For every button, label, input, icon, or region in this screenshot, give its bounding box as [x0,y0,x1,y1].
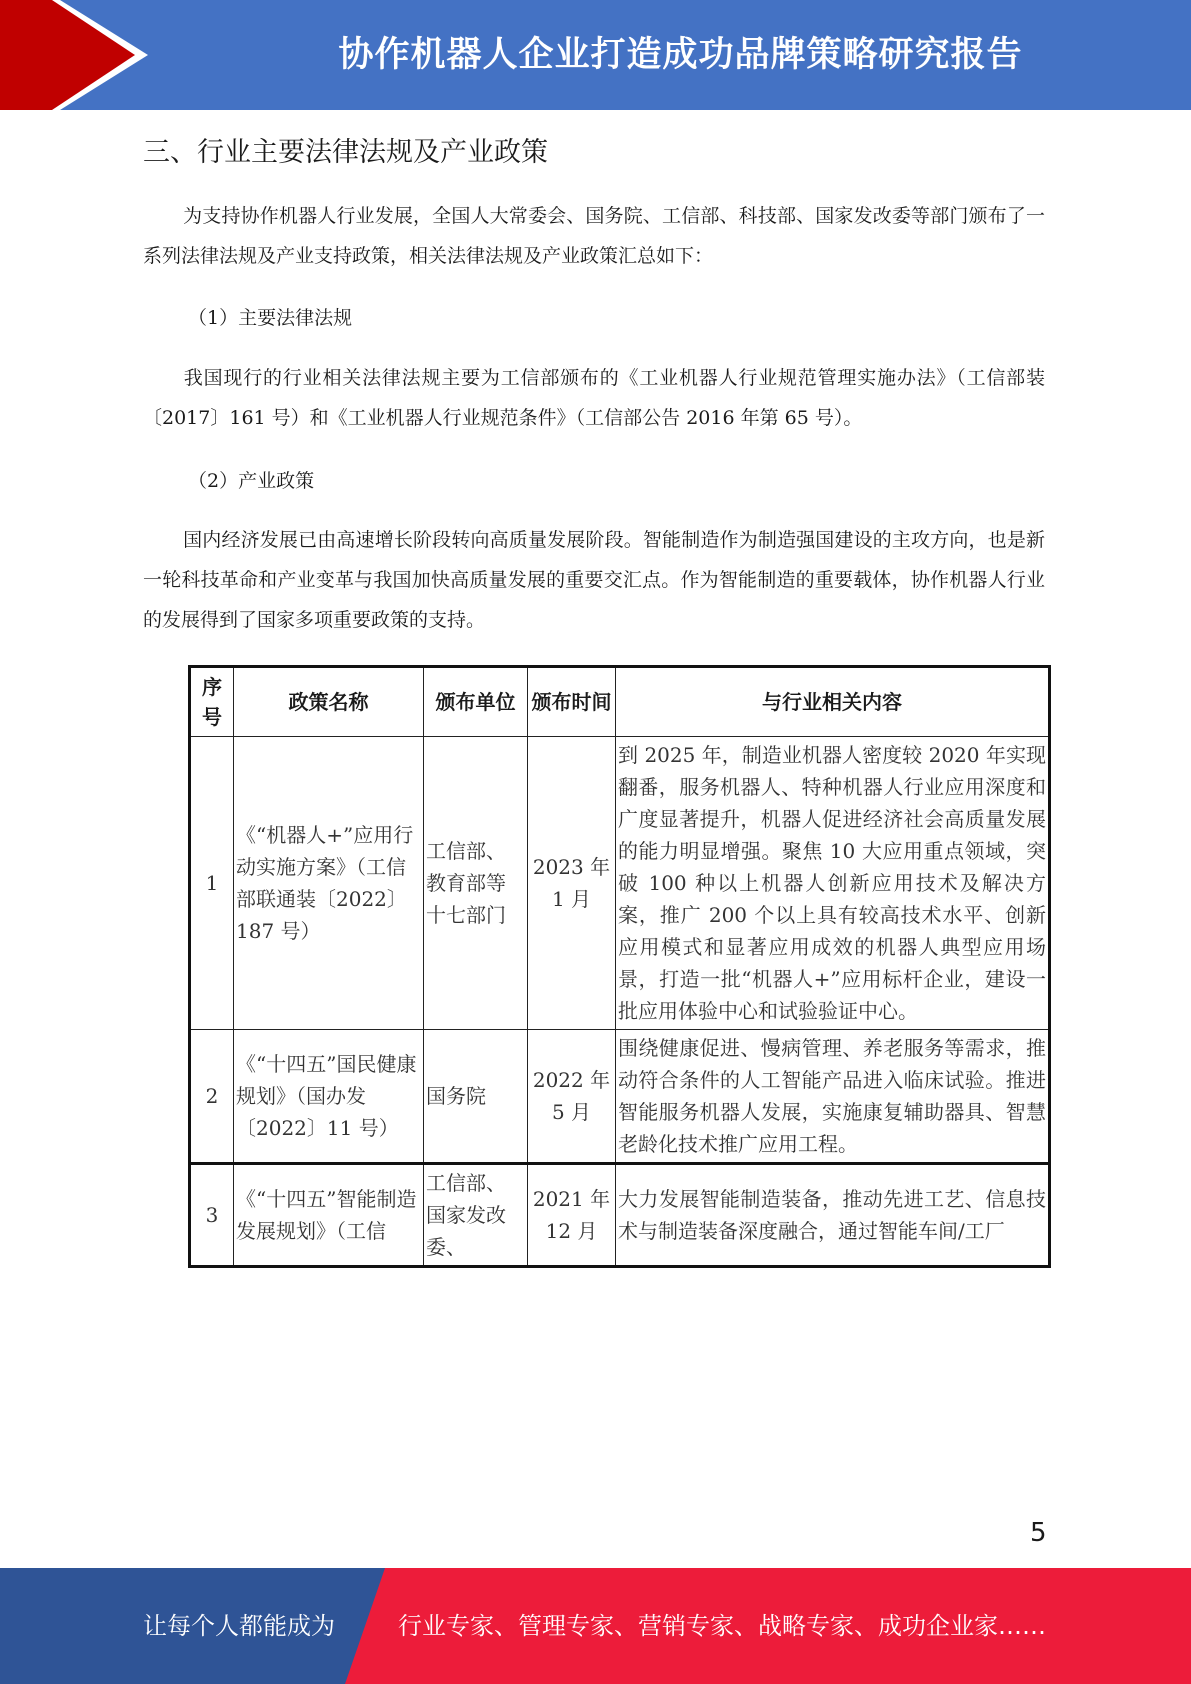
page-footer [0,1568,1191,1684]
row-date: 2023 年 1 月 [528,737,616,1030]
row-name: 《“十四五”国民健康规划》（国办发〔2022〕11 号） [234,1030,424,1164]
row-no: 2 [190,1030,234,1164]
table-row [190,737,1050,1030]
footer-slogan-left: 让每个人都能成为 [143,1612,335,1640]
policy-table [188,665,1051,1268]
footer-slogan-right: 行业专家、管理专家、营销专家、战略专家、成功企业家…… [398,1612,1046,1640]
subheading-laws: （1）主要法律法规 [188,307,353,329]
subheading-policy: （2）产业政策 [188,470,315,492]
row-content: 围绕健康促进、慢病管理、养老服务等需求，推动符合条件的人工智能产品进入临床试验。推进智能服务机器人发展，实施康复辅助器具、智慧老龄化技术推广应用工程。 [616,1030,1050,1164]
row-no: 1 [190,737,234,1030]
row-no: 3 [190,1164,234,1267]
page-number: 5 [1030,1518,1047,1548]
header-name: 政策名称 [234,667,424,737]
header-date: 颁布时间 [528,667,616,737]
row-name: 《“机器人+”应用行动实施方案》（工信部联通装〔2022〕187 号） [234,737,424,1030]
policy-paragraph: 国内经济发展已由高速增长阶段转向高质量发展阶段。智能制造作为制造强国建设的主攻方向，也是新一轮科技革命和产业变革与我国加快高质量发展的重要交汇点。作为智能制造的重要载体，协作机器人行业的发展得到了国家多项重要政策的支持。 [143,529,1045,631]
intro-paragraph: 为支持协作机器人行业发展，全国人大常委会、国务院、工信部、科技部、国家发改委等部门颁布了一系列法律法规及产业支持政策，相关法律法规及产业政策汇总如下： [143,205,1045,267]
page-header [0,0,1191,110]
row-issuer: 工信部、教育部等十七部门 [424,737,528,1030]
header-no: 序号 [190,667,234,737]
header-content: 与行业相关内容 [616,667,1050,737]
row-date: 2022 年 5 月 [528,1030,616,1164]
row-issuer: 工信部、国家发改委、 [424,1164,528,1267]
section-title: 三、行业主要法律法规及产业政策 [143,137,548,168]
header-issuer: 颁布单位 [424,667,528,737]
table-row [190,1164,1050,1267]
row-date: 2021 年 12 月 [528,1164,616,1267]
table-header-row [190,667,1050,737]
row-issuer: 国务院 [424,1030,528,1164]
laws-paragraph: 我国现行的行业相关法律法规主要为工信部颁布的《工业机器人行业规范管理实施办法》（工信部装〔2017〕161 号）和《工业机器人行业规范条件》（工信部公告 2016 年第 65 号）。 [143,367,1045,429]
row-content: 到 2025 年，制造业机器人密度较 2020 年实现翻番，服务机器人、特种机器人行业应用深度和广度显著提升，机器人促进经济社会高质量发展的能力明显增强。聚焦 10 大应用重点领域，突破 100 种以上机器人创新应用技术及解决方案，推广 200 个以上具有较高技术水平、创新应用模式和显著应用成效的机器人典型应用场景，打造一批“机器人+”应用标杆企业，建设一批应用体验中心和试验验证中心。 [616,737,1050,1030]
report-title: 协作机器人企业打造成功品牌策略研究报告 [338,35,1023,75]
row-content: 大力发展智能制造装备，推动先进工艺、信息技术与制造装备深度融合，通过智能车间/工厂 [616,1164,1050,1267]
row-name: 《“十四五”智能制造发展规划》（工信 [234,1164,424,1267]
table-row [190,1030,1050,1164]
